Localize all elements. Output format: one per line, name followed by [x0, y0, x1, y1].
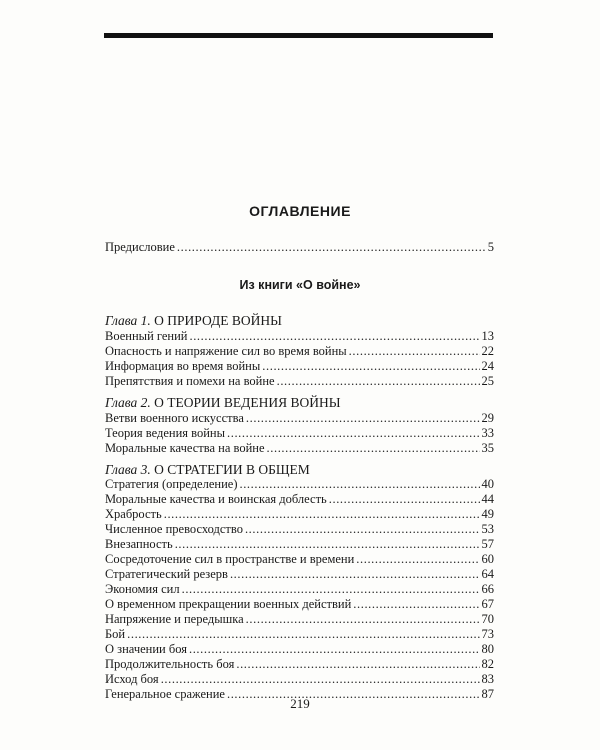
toc-entry-label: Стратегия (определение) [105, 477, 238, 491]
leader-dots [267, 441, 480, 456]
toc-entry[interactable] [105, 612, 494, 627]
toc-entry[interactable] [105, 642, 494, 657]
toc-entry-page: 33 [481, 426, 494, 440]
toc-entry-label: Ветви военного искусства [105, 411, 244, 425]
leader-dots [236, 657, 479, 672]
toc-entry-label: Предисловие [105, 240, 175, 254]
toc-entry[interactable] [105, 329, 494, 344]
leader-dots [329, 492, 480, 507]
toc-entry-page: 40 [481, 477, 494, 491]
toc-entry-label: Информация во время войны [105, 359, 261, 373]
toc-entry-label: Военный гений [105, 329, 188, 343]
leader-dots [230, 567, 480, 582]
toc-entry[interactable] [105, 374, 494, 389]
toc-entry-page: 13 [481, 329, 494, 343]
toc-entry-label: Препятствия и помехи на войне [105, 374, 275, 388]
section-title: Из книги «О войне» [239, 278, 361, 292]
toc-entry-page: 35 [481, 441, 494, 455]
toc-entry[interactable] [105, 411, 494, 426]
chapter-title: О ТЕОРИИ ВЕДЕНИЯ ВОЙНЫ [154, 395, 341, 410]
toc-heading: ОГЛАВЛЕНИЕ [249, 203, 351, 219]
toc-entry-page: 82 [481, 657, 494, 671]
toc-entry-preface[interactable] [105, 240, 494, 255]
toc-entry-label: Сосредоточение сил в пространстве и времени [105, 552, 355, 566]
leader-dots [246, 612, 480, 627]
top-rule [104, 33, 493, 38]
toc-entry[interactable] [105, 426, 494, 441]
toc-entry-page: 53 [481, 522, 494, 536]
toc-entry-page: 87 [481, 687, 494, 701]
leader-dots [189, 642, 480, 657]
leader-dots [349, 344, 480, 359]
leader-dots [182, 582, 480, 597]
leader-dots [189, 329, 479, 344]
chapter-number: Глава 2. [105, 395, 151, 410]
toc-entry-page: 64 [481, 567, 494, 581]
toc-entry-page: 67 [481, 597, 494, 611]
chapter-number: Глава 3. [105, 462, 151, 477]
toc-entry-label: Напряжение и передышка [105, 612, 244, 626]
toc-entry-page: 29 [481, 411, 494, 425]
toc-entry-page: 25 [481, 374, 494, 388]
chapter-number: Глава 1. [105, 313, 151, 328]
toc-entry-page: 60 [481, 552, 494, 566]
toc-entry[interactable] [105, 597, 494, 612]
toc-entry-label: Стратегический резерв [105, 567, 228, 581]
toc-entry[interactable] [105, 552, 494, 567]
leader-dots [262, 359, 479, 374]
leader-dots [239, 477, 479, 492]
toc-entry-page: 5 [487, 240, 494, 254]
leader-dots [246, 411, 480, 426]
toc-entry[interactable] [105, 344, 494, 359]
toc-entry-page: 80 [481, 642, 494, 656]
leader-dots [245, 522, 480, 537]
toc-entry-page: 70 [481, 612, 494, 626]
toc-entry[interactable] [105, 522, 494, 537]
leader-dots [177, 240, 486, 255]
leader-dots [277, 374, 480, 389]
toc-entry[interactable] [105, 441, 494, 456]
toc-entry-page: 73 [481, 627, 494, 641]
toc-entry-label: Опасность и напряжение сил во время войны [105, 344, 347, 358]
chapter-heading [105, 395, 494, 411]
toc-entry-label: Продолжительность боя [105, 657, 235, 671]
toc-entry[interactable] [105, 567, 494, 582]
toc-entry-label: Теория ведения войны [105, 426, 225, 440]
toc-entry[interactable] [105, 507, 494, 522]
toc-entry[interactable] [105, 627, 494, 642]
toc-entry[interactable] [105, 359, 494, 374]
toc-entry-label: Исход боя [105, 672, 159, 686]
toc-entry-label: О временном прекращении военных действий [105, 597, 352, 611]
leader-dots [175, 537, 480, 552]
chapter-title: О СТРАТЕГИИ В ОБЩЕМ [154, 462, 310, 477]
toc-entry-label: Внезапность [105, 537, 173, 551]
toc-entry-label: Моральные качества и воинская доблесть [105, 492, 327, 506]
toc-entry[interactable] [105, 537, 494, 552]
leader-dots [127, 627, 479, 642]
page-number: 219 [290, 696, 310, 711]
toc-entry-label: Численное превосходство [105, 522, 243, 536]
toc-entry-page: 49 [481, 507, 494, 521]
leader-dots [227, 426, 480, 441]
chapter-title: О ПРИРОДЕ ВОЙНЫ [154, 313, 282, 328]
leader-dots [353, 597, 479, 612]
toc-entry[interactable] [105, 477, 494, 492]
toc-entry-page: 24 [481, 359, 494, 373]
toc-entry-page: 22 [481, 344, 494, 358]
toc-entry-label: Храбрость [105, 507, 162, 521]
toc-entry-page: 83 [481, 672, 494, 686]
leader-dots [164, 507, 480, 522]
leader-dots [356, 552, 479, 567]
toc-entry-label: О значении боя [105, 642, 187, 656]
toc-entry-label: Моральные качества на войне [105, 441, 265, 455]
toc-entry-label: Генеральное сражение [105, 687, 225, 701]
leader-dots [161, 672, 480, 687]
toc-entry[interactable] [105, 672, 494, 687]
toc-entry[interactable] [105, 657, 494, 672]
toc-entry[interactable] [105, 582, 494, 597]
chapter-heading [105, 313, 494, 329]
chapter-heading [105, 462, 494, 478]
toc-entry-page: 66 [481, 582, 494, 596]
toc-entry-page: 44 [481, 492, 494, 506]
toc-entry-label: Экономия сил [105, 582, 180, 596]
toc-entry-page: 57 [481, 537, 494, 551]
toc-entry-label: Бой [105, 627, 126, 641]
toc-entry[interactable] [105, 492, 494, 507]
